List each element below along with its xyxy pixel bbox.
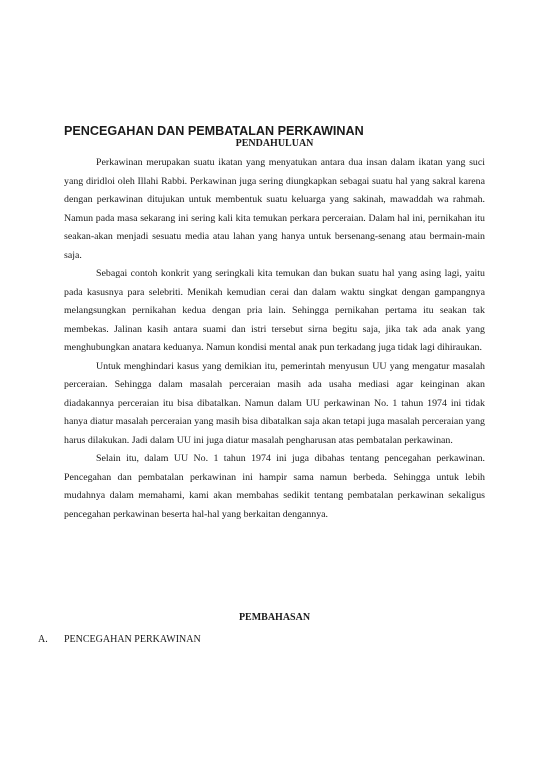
document-page [64,124,485,524]
discussion-heading: PEMBAHASAN [238,612,311,623]
paragraph-1: Perkawinan merupakan suatu ikatan yang menyatukan antara dua insan dalam ikatan yang suci yang diridloi oleh Illahi Rabbi. Perkawinan juga sering diungkapkan sebagai suatu hal yang sakral karena dengan perkawinan ditujukan untuk membentuk suatu keluarga yang sakinah, mawaddah wa rahmah. Namun pada masa sekarang ini sering kali kita temukan perkara perceraian. Dalam hal ini, pernikahan itu seakan-akan menjadi sesuatu media atau lahan yang hanya untuk bersenang-senang atau bermain-main saja. [64,157,485,261]
paragraph-4: Selain itu, dalam UU No. 1 tahun 1974 ini juga dibahas tentang pencegahan perkawinan. Pencegahan dan pembatalan perkawinan ini hampir sama namun berbeda. Sehingga untuk lebih mudahnya dalam memahami, kami akan membahas sedikit tentang pembatalan perkawinan sekaligus pencegahan perkawinan beserta hal-hal yang berkaitan dengannya. [64,453,485,520]
subsection-heading [38,634,201,646]
introduction-heading: PENDAHULUAN [235,138,314,149]
subsection-number: A. [38,634,48,645]
document-title: PENCEGAHAN DAN PEMBATALAN PERKAWINAN [64,124,364,138]
subsection-label: PENCEGAHAN PERKAWINAN [64,634,201,645]
paragraph-2: Sebagai contoh konkrit yang seringkali kita temukan dan bukan suatu hal yang asing lagi, yaitu pada kasusnya para selebriti. Menikah kemudian cerai dan dalam waktu singkat dengan gampangnya melangsungkan pernikahan kedua dengan pria lain. Sehingga pernikahan pertama itu seakan tak membekas. Jalinan kasih antara suami dan istri tersebut sirna begitu saja, jika tak ada anak yang menghubungkan anatara keduanya. Namun kondisi mental anak pun terkadang juga tidak lagi dihiraukan. [64,268,485,353]
introduction-body [64,154,485,524]
paragraph-3: Untuk menghindari kasus yang demikian itu, pemerintah menyusun UU yang mengatur masalah perceraian. Sehingga dalam masalah perceraian masih ada usaha mediasi agar keinginan akan diadakannya perceraian itu bisa dibatalkan. Namun dalam UU perkawinan No. 1 tahun 1974 ini tidak hanya diatur masalah perceraian yang masih bisa dibatalkan saja akan tetapi juga masalah perceraian yang harus dilakukan. Jadi dalam UU ini juga diatur masalah pengharusan atas pembatalan perkawinan. [64,360,485,446]
